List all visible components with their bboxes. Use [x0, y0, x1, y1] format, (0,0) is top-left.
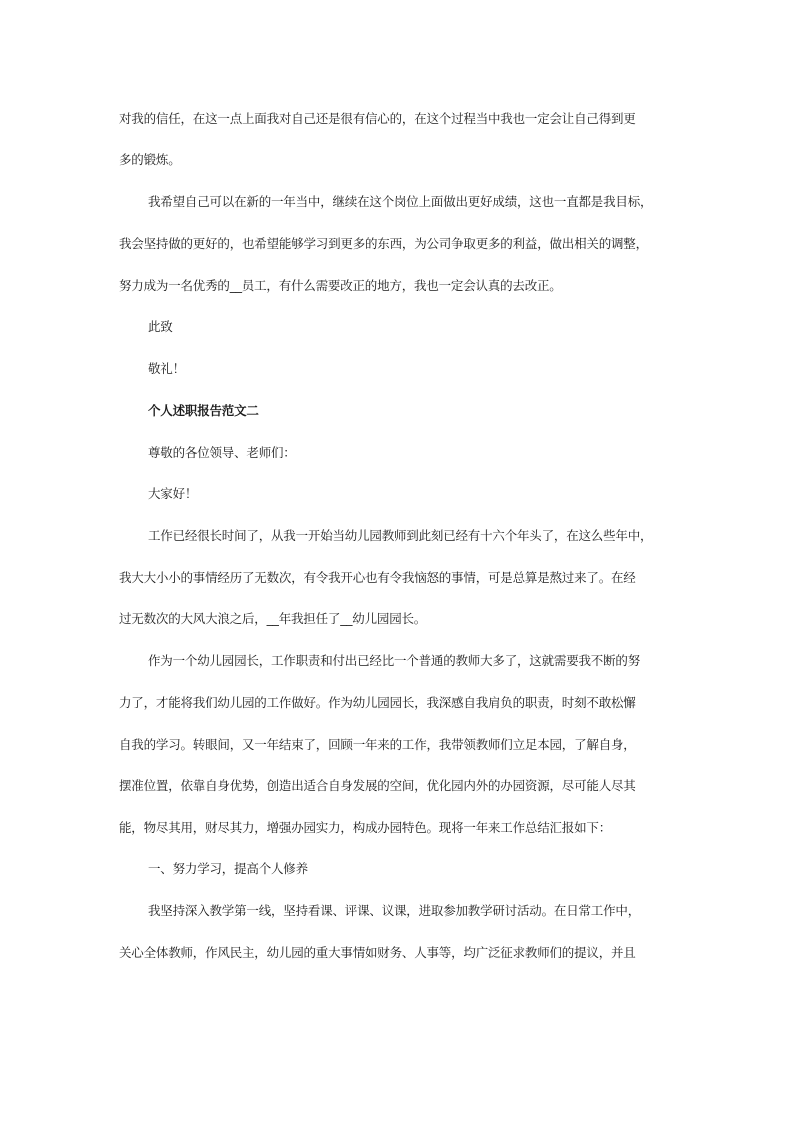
text-line: 我会坚持做的更好的，也希望能够学习到更多的东西，为公司争取更多的利益，做出相关的调整， — [119, 236, 648, 251]
text-line: 作为一个幼儿园园长，工作职责和付出已经比一个普通的教师大多了，这就需要我不断的努 — [148, 653, 641, 668]
text-line: 关心全体教师，作风民主，幼儿园的重大事情如财务、人事等，均广泛征求教师们的提议，并且 — [119, 945, 636, 960]
text-line: 努力成为一名优秀的__员工，有什么需要改正的地方，我也一定会认真的去改正。 — [119, 278, 562, 293]
text-line: 过无数次的大风大浪之后，__年我担任了__幼儿园园长。 — [119, 611, 427, 626]
text-line: 能，物尽其用，财尽其力，增强办园实力，构成办园特色。现将一年来工作总结汇报如下： — [119, 820, 612, 835]
greeting-line: 尊敬的各位领导、老师们： — [148, 445, 296, 460]
subsection-heading: 一、努力学习，提高个人修养 — [148, 861, 308, 876]
text-line: 我大大小小的事情经历了无数次，有令我开心也有令我恼怒的事情，可是总算是熬过来了。在经 — [119, 570, 636, 585]
text-line: 多的锻炼。 — [119, 152, 181, 167]
closing-salutation: 此致 — [148, 319, 173, 334]
text-line: 力了，才能将我们幼儿园的工作做好。作为幼儿园园长，我深感自我肩负的职责，时刻不敢松懈 — [119, 695, 636, 710]
text-line: 自我的学习。转眼间，又一年结束了，回顾一年来的工作，我带领教师们立足本园，了解自身， — [119, 737, 636, 752]
text-line: 我希望自己可以在新的一年当中，继续在这个岗位上面做出更好成绩，这也一直都是我目标， — [148, 194, 653, 209]
text-line: 摆准位置，依靠自身优势，创造出适合自身发展的空间，优化园内外的办园资源，尽可能人尽其 — [119, 778, 636, 793]
greeting-line: 大家好！ — [148, 486, 198, 501]
section-heading: 个人述职报告范文二 — [148, 403, 259, 418]
text-line: 我坚持深入教学第一线，坚持看课、评课、议课，进取参加教学研讨活动。在日常工作中， — [148, 903, 641, 918]
text-line: 工作已经很长时间了，从我一开始当幼儿园教师到此刻已经有十六个年头了，在这么些年中， — [148, 528, 653, 543]
closing-regards: 敬礼！ — [148, 361, 185, 376]
text-line: 对我的信任，在这一点上面我对自己还是很有信心的，在这个过程当中我也一定会让自己得到更 — [119, 111, 636, 126]
